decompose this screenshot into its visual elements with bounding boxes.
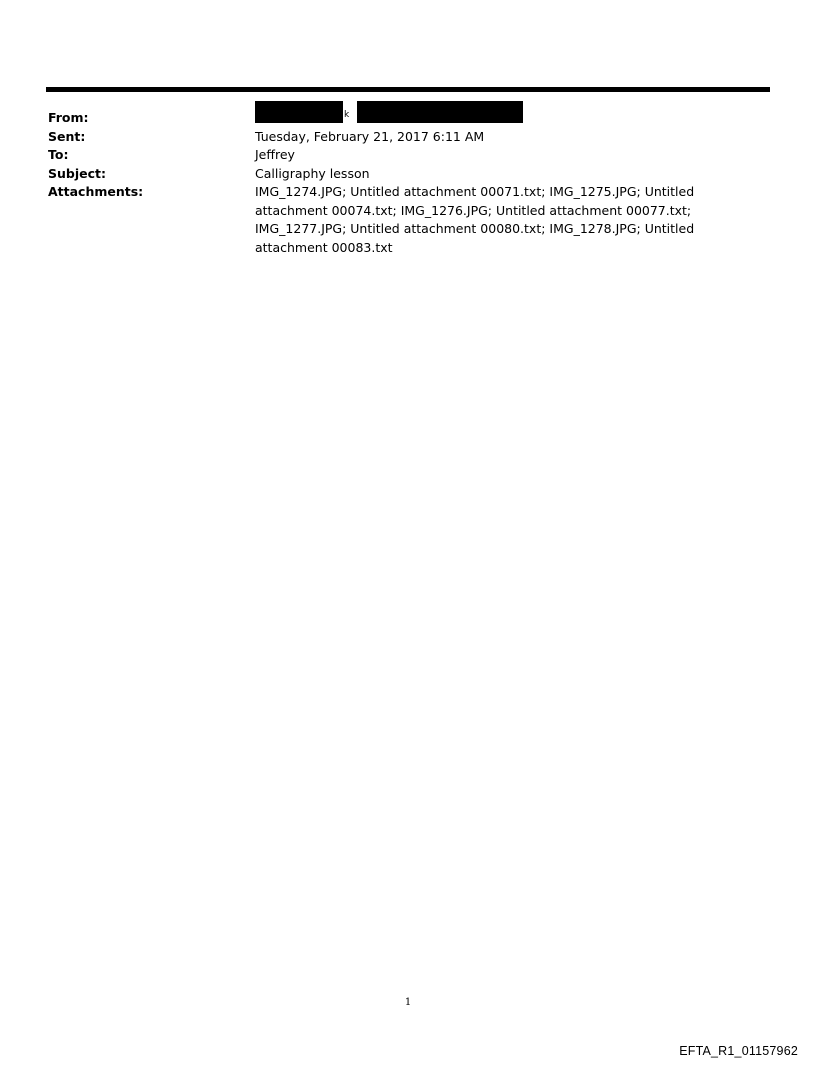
email-header — [48, 109, 748, 257]
attachments-label: Attachments: — [48, 184, 144, 199]
redaction-box — [255, 101, 343, 123]
to-value: Jeffrey — [255, 147, 295, 162]
redaction-box — [357, 101, 523, 123]
attachments-value: IMG_1274.JPG; Untitled attachment 00071.txt; IMG_1275.JPG; Untitled attachment 00074.txt; IMG_1276.JPG; Untitled attachment 00077.txt; IMG_1277.JPG; Untitled attachment 00080.txt; IMG_1278.JPG; Untitled attachment 00083.txt — [255, 184, 695, 255]
bates-number: EFTA_R1_01157962 — [679, 1044, 798, 1058]
sent-value: Tuesday, February 21, 2017 6:11 AM — [255, 128, 485, 144]
header-divider — [46, 87, 770, 92]
attachments-row — [48, 183, 748, 257]
sent-row — [48, 128, 748, 147]
page-number: 1 — [404, 997, 412, 1008]
from-fragment: k — [344, 110, 350, 120]
from-value — [255, 109, 748, 128]
from-label: From: — [48, 110, 89, 125]
from-row — [48, 109, 748, 128]
to-label: To: — [48, 147, 69, 162]
to-row — [48, 146, 748, 165]
subject-label: Subject: — [48, 165, 106, 181]
subject-value: Calligraphy lesson — [255, 165, 370, 181]
subject-row — [48, 165, 748, 184]
sent-label: Sent: — [48, 128, 86, 144]
